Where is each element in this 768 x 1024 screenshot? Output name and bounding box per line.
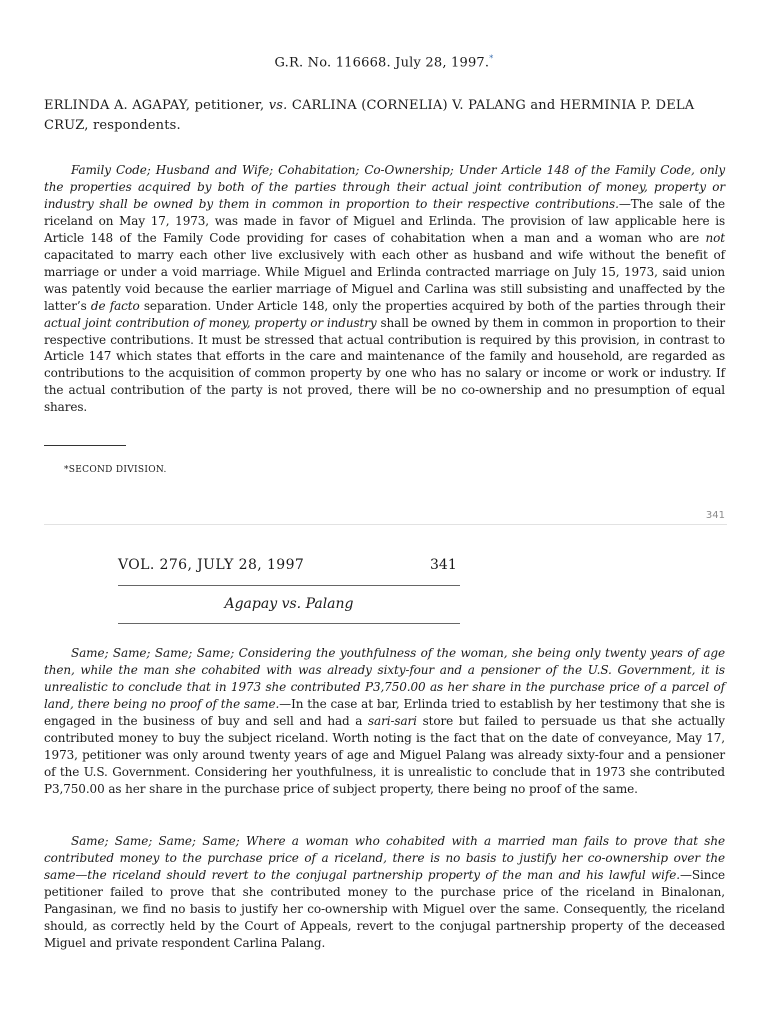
versus: vs.: [268, 98, 288, 113]
syllabus-paragraph-3: [44, 833, 725, 952]
footnote-marker[interactable]: *: [489, 54, 494, 63]
case-number-text: G.R. No. 116668. July 28, 1997.: [274, 55, 490, 71]
syllabus-1-text-a: —The sale of the riceland on May 17, 1973, was made in favor of Miguel and Erlinda. The provision of law applicable here is Article 148 of the Family Code providing for cases of cohabitation when a man and a woman who are: [44, 196, 725, 245]
syllabus-paragraph-1: [44, 162, 725, 416]
syllabus-2-headnote: Same; Same; Same; Same; Considering the youthfulness of the woman, she being only twenty years of age then, while the man she cohabited with was already sixty-four and a pensioner of the U.S. Government, it is unrealistic to conclude that in 1973 she contributed P3,750.00 as her share in the purchase price of a parcel of land, there being no proof of the same.: [44, 646, 725, 711]
syllabus-2-em-a: sari-sari: [367, 713, 417, 728]
case-number: [0, 54, 768, 70]
respondents-names: CARLINA (CORNELIA) V. PALANG and HERMINIA P. DELA CRUZ: [44, 98, 695, 133]
case-parties: [44, 96, 734, 135]
syllabus-paragraph-2: [44, 645, 725, 798]
running-header-title: Agapay vs. Palang: [224, 596, 354, 612]
petitioner-label: , petitioner,: [185, 98, 265, 113]
running-header-rule-top: [118, 585, 460, 586]
syllabus-1-em-c: actual joint contribution of money, property or industry: [44, 315, 377, 330]
petitioner-name: ERLINDA A. AGAPAY: [44, 98, 186, 113]
page-number: 341: [705, 510, 725, 521]
footnote-divider: [44, 445, 126, 446]
running-header-volume: VOL. 276, JULY 28, 1997: [118, 557, 305, 573]
syllabus-1-em-a: not: [705, 230, 725, 245]
syllabus-1-text-b: capacitated to marry each other live exclusively with each other as husband and wife without the benefit of marriage or under a void marriage. While Miguel and Erlinda contracted marriage on July 15, 1973, said union was patently void because the earlier marriage of Miguel and Carlina was still subsisting and unaffected by the latter’s: [44, 247, 725, 313]
running-header-page: 341: [430, 557, 457, 573]
syllabus-1-headnote: Family Code; Husband and Wife; Cohabitation; Co-Ownership; Under Article 148 of the Family Code, only the properties acquired by both of the parties through their actual joint contribution of money, property or industry shall be owned by them in common in proportion to their respective contributions.: [44, 163, 725, 211]
syllabus-1-em-b: de facto: [90, 298, 140, 313]
syllabus-1-text-c: separation. Under Article 148, only the properties acquired by both of the parties through their: [139, 298, 725, 313]
syllabus-2-text-b: store but failed to persuade us that she actually contributed money to buy the subject riceland. Worth noting is the fact that on the date of conveyance, May 17, 1973, petitioner was only around twenty years of age and Miguel Palang was already sixty-four and a pensioner of the U.S. Government. Considering her youthfulness, it is unrealistic to conclude that in 1973 she contributed P3,750.00 as her share in the purchase price of subject property, there being no proof of the same.: [44, 713, 725, 796]
syllabus-3-text-a: —Since petitioner failed to prove that she contributed money to the purchase price of the riceland in Binalonan, Pangasinan, we find no basis to justify her co-ownership with Miguel over the same. Consequently, the riceland should, as correctly held by the Court of Appeals, revert to the conjugal partnership property of the deceased Miguel and private respondent Carlina Palang.: [44, 867, 725, 950]
syllabus-3-headnote: Same; Same; Same; Same; Where a woman who cohabited with a married man fails to prove that she contributed money to the purchase price of a riceland, there is no basis to justify her co-ownership over the same—the riceland should revert to the conjugal partnership property of the man and his lawful wife.: [44, 834, 725, 882]
syllabus-2-text-a: —In the case at bar, Erlinda tried to establish by her testimony that she is engaged in the business of buy and sell and had a: [44, 696, 725, 728]
running-header-rule-bottom: [118, 623, 460, 624]
page-separator: [44, 524, 727, 525]
syllabus-1-text-d: shall be owned by them in common in proportion to their respective contributions. It must be stressed that actual contribution is required by this provision, in contrast to Article 147 which states that efforts in the care and maintenance of the family and household, are regarded as contributions to the acquisition of common property by one who has no salary or income or work or industry. If the actual contribution of the party is not proved, there will be no co-ownership and no presumption of equal shares.: [44, 315, 725, 415]
respondents-label: , respondents.: [84, 117, 181, 133]
footnote-text: *SECOND DIVISION.: [64, 465, 167, 475]
